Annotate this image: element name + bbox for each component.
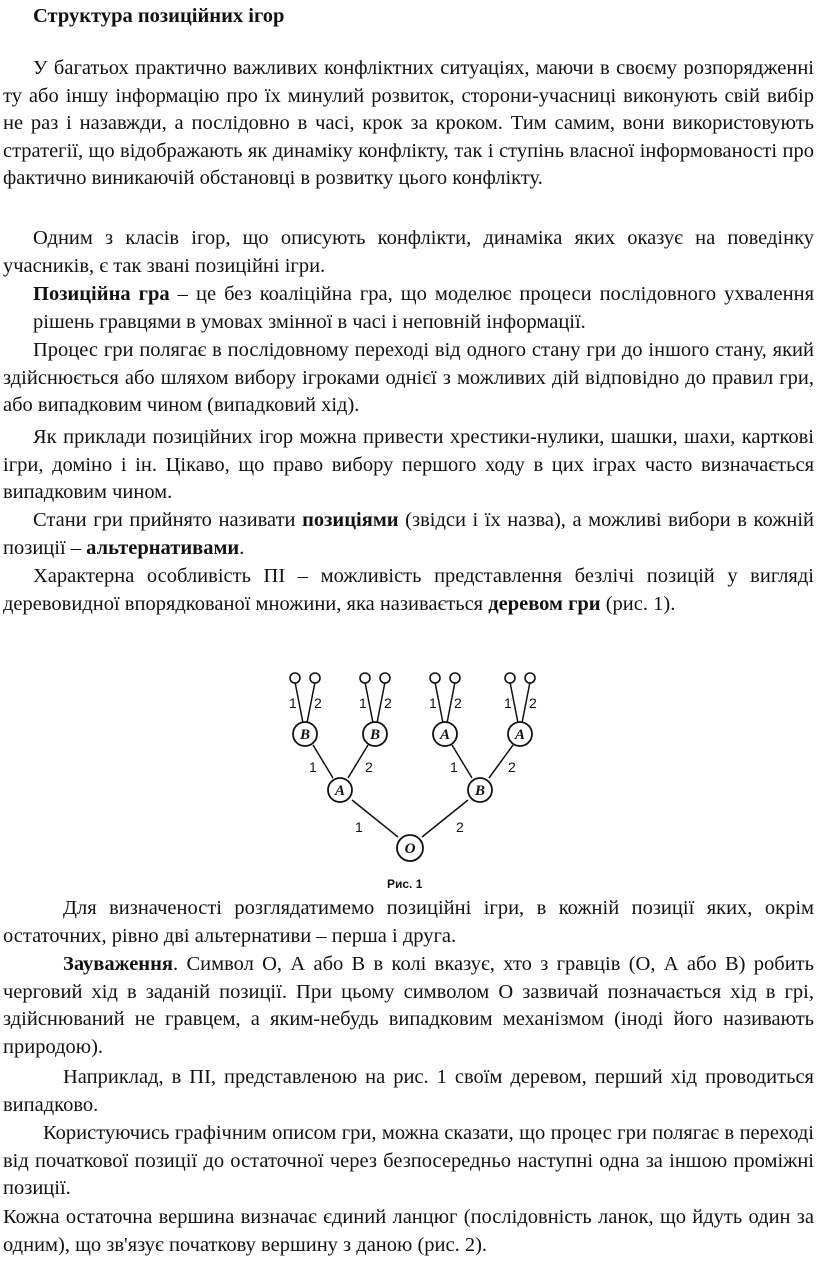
text-run: Характерна особливість ПІ – можливість представлення безлічі позицій у вигляді деревовидної впорядкованої множини, яка називається: [3, 565, 814, 615]
paragraph-terminal-vertex: Кожна остаточна вершина визначає єдиний ланцюг (послідовність ланок, що йдуть один за одним), що зв'язує початкову вершину з даною (рис. 2).: [3, 1206, 814, 1256]
paragraph-example-random: Наприклад, в ПІ, представленою на рис. 1 своїм деревом, перший хід проводиться випадково.: [3, 1066, 814, 1116]
text-run: (рис. 1).: [600, 592, 676, 615]
edge-label: 2: [454, 695, 462, 711]
paragraph-classes: Одним з класів ігор, що описують конфлікти, динаміка яких оказує на поведінку учасників, є так звані позиційні ігри.: [3, 227, 814, 277]
edge-label: 1: [289, 695, 297, 711]
edge-label: 1: [359, 695, 367, 711]
terminal-node: [505, 673, 515, 683]
game-tree-diagram: [270, 660, 550, 900]
edge-label: 2: [384, 695, 392, 711]
terminal-node: [430, 673, 440, 683]
remark-term: Зауваження: [63, 953, 174, 975]
definition-term: Позиційна гра: [33, 283, 170, 305]
term-alternatives: альтернативами: [86, 536, 240, 559]
term-game-tree: деревом гри: [488, 592, 601, 615]
edge-label: 2: [508, 759, 516, 775]
game-tree-figure: [270, 660, 550, 900]
paragraph-process: Процес гри полягає в послідовному переході від одного стану гри до іншого стану, який здійснюється або шляхом вибору ігроками однієї з можливих дій відповідно до правил гри, або випадковим чином (випадковий хід).: [3, 339, 814, 417]
edge-label: 2: [456, 819, 464, 835]
definition-text: – це без коаліційна гра, що моделює процеси послідовного ухвалення рішень гравцями в умовах змінної в часі і неповній інформації.: [33, 283, 815, 333]
terminal-node: [380, 673, 390, 683]
paragraph-remark: [3, 951, 814, 1061]
paragraph-examples: Як приклади позиційних ігор можна привести хрестики-нулики, шашки, шахи, карткові ігри, доміно і ін. Цікаво, що право вибору першого ходу в цих іграх часто визначається випадковим чином.: [3, 426, 814, 504]
paragraph-graphic-description: Користуючись графічним описом гри, можна сказати, що процес гри полягає в переході від початкової позиції до остаточної через безпосередньо наступні одна за іншою проміжні позиції.: [3, 1122, 814, 1200]
terminal-node: [450, 673, 460, 683]
edge-label: 1: [309, 759, 317, 775]
paragraph-positions: [3, 507, 814, 562]
terminal-node: [525, 673, 535, 683]
paragraph-definition: [3, 281, 814, 336]
node-label: B: [474, 783, 486, 799]
node-label: A: [334, 783, 346, 799]
edge-label: 1: [355, 819, 363, 835]
node-label: B: [299, 727, 311, 743]
paragraph-tree: [3, 563, 814, 618]
section-title: Структура позиційних ігор: [33, 5, 285, 27]
paragraph-intro: У багатьох практично важливих конфліктних ситуаціях, маючи в своєму розпорядженні ту або іншу інформацію про їх минулий розвиток, сторони-учасниці виконують свій вибір не раз і назавжди, а послідовно в часі, крок за кроком. Тим самим, вони використовують стратегії, що відображають як динаміку конфлікту, так і ступінь власної інформованості про фактично виникаючій обстановці в розвитку цього конфлікту.: [3, 57, 814, 190]
node-label: A: [514, 727, 526, 743]
figure-caption: Рис. 1: [387, 877, 423, 891]
terminal-node: [290, 673, 300, 683]
edge-label: 1: [450, 759, 458, 775]
node-label: A: [439, 727, 451, 743]
edge-label: 1: [429, 695, 437, 711]
node-label: B: [369, 727, 381, 743]
text-run: (звідси і їх назва), а можливі вибори в кожній позиції –: [3, 509, 815, 559]
terminal-node: [310, 673, 320, 683]
term-positions: позиціями: [302, 509, 399, 531]
root-node-label: O: [404, 841, 416, 857]
edge-label: 1: [504, 695, 512, 711]
text-run: Стани гри прийнято називати: [33, 509, 303, 531]
text-run: .: [239, 536, 245, 559]
paragraph-two-alternatives: Для визначеності розглядатимемо позиційні ігри, в кожній позиції яких, окрім остаточних, рівно дві альтернативи – перша і друга.: [3, 897, 814, 947]
edge-label: 2: [365, 759, 373, 775]
edge-label: 2: [314, 695, 322, 711]
terminal-node: [360, 673, 370, 683]
edge-label: 2: [529, 695, 537, 711]
remark-text: . Символ О, А або В в колі вказує, хто з гравців (О, А або В) робить черговий хід в заданій позиції. При цьому символом О зазвичай позначається хід в грі, здійснюваний не гравцем, а яким-небудь випадковим механізмом (іноді його називають природою).: [3, 953, 814, 1058]
